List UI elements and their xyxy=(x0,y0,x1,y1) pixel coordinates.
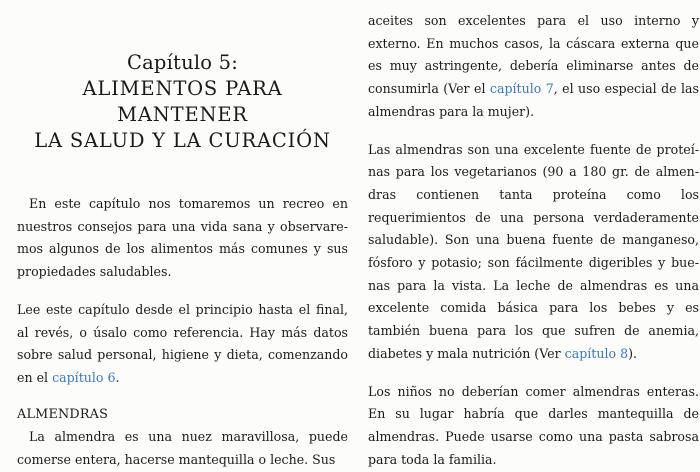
usage-paragraph-end: . xyxy=(115,369,120,385)
chapter-title-line-1: ALIMENTOS PARA MANTENER xyxy=(82,77,283,126)
section-heading-almendras: ALMENDRAS xyxy=(17,406,109,422)
chapter-7-link[interactable]: capítulo 7 xyxy=(489,81,554,97)
protein-paragraph xyxy=(368,139,699,366)
chapter-8-link[interactable]: capítulo 8 xyxy=(564,345,629,361)
chapter-title-line-2: LA SALUD Y LA CURACIÓN xyxy=(34,129,331,152)
almond-paragraph: La almendra es una nuez maravillosa, puede comerse entera, hacerse mantequilla o leche. Sus xyxy=(17,429,348,468)
chapter-number: Capítulo 5: xyxy=(126,51,238,74)
usage-paragraph xyxy=(17,299,348,390)
chapter-heading xyxy=(17,50,348,154)
right-page xyxy=(368,0,699,467)
intro-paragraph: En este capítulo nos tomaremos un recreo en nuestros consejos para una vida sana y observaremos algunos de los alimentos más comunes y sus propiedades saludables. xyxy=(17,196,348,280)
almond-continued-end: , el uso especial de las almendras para la mujer). xyxy=(368,81,699,119)
children-paragraph: Los niños no deberían comer almendras enteras. En su lugar habría que darles mantequilla de almendras. Puede usarse como una pasta sabrosa para toda la familia. xyxy=(368,383,699,467)
protein-paragraph-text: Las almendras son una excelente fuente de proteínas para los vegetarianos (90 a 180 gr. de almendras contienen tanta proteína como los requerimientos de una persona verdaderamente saludable). Son una buena fuente de manganeso, fósforo y potasio; son fácilmente digeribles y buenas para la vista. La leche de almendras es una excelente comida básica para los bebes y es también buena para los que sufren de anemia, diabetes y mala nutrición (Ver xyxy=(368,141,699,361)
almond-paragraph-continued xyxy=(368,10,699,124)
left-page xyxy=(17,0,348,468)
usage-paragraph-text: Lee este capítulo desde el principio hasta el final, al revés, o úsalo como referencia. Hay más datos sobre salud personal, higiene y dieta, comenzando en el xyxy=(17,301,348,385)
protein-paragraph-end: ). xyxy=(628,345,638,361)
chapter-6-link[interactable]: capítulo 6 xyxy=(52,369,116,385)
almond-continued-text: aceites son excelentes para el uso interno y externo. En muchos casos, la cáscara externa que es muy astringente, debería eliminarse antes de consumirla (Ver el xyxy=(368,13,699,97)
